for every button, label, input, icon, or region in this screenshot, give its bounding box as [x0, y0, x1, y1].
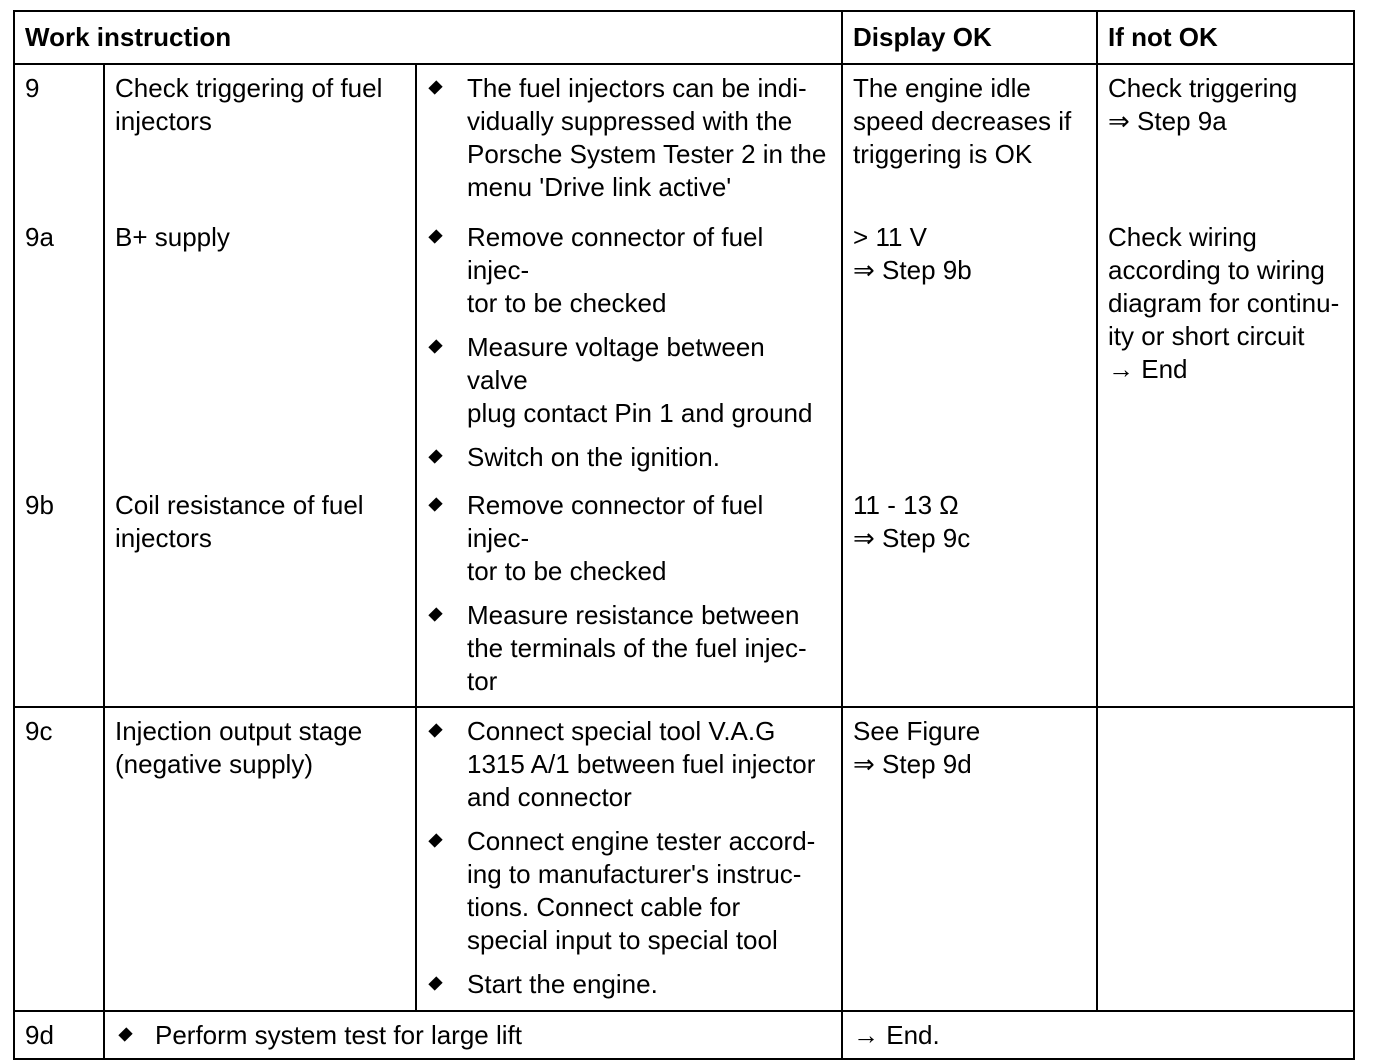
- step-title-line: B+ supply: [115, 222, 230, 252]
- display-ok-line: > 11 V: [853, 222, 927, 252]
- display-ok-cell: [842, 482, 1097, 707]
- instruction-line: Remove connector of fuel injec-: [467, 222, 764, 285]
- instruction-item: [427, 72, 832, 204]
- table-row-step-9: [14, 64, 1354, 214]
- display-ok-cell: [842, 707, 1097, 1011]
- if-not-ok-line: diagram for continu-: [1108, 288, 1340, 318]
- instruction-line: Start the engine.: [467, 969, 658, 999]
- if-not-ok-line: Check wiring: [1108, 222, 1257, 252]
- bullet-diamond-icon: [428, 80, 442, 94]
- step-instructions: [416, 707, 842, 1011]
- step-title: [104, 707, 416, 1011]
- bullet-diamond-icon: [428, 449, 442, 463]
- step-title-line: injectors: [115, 523, 212, 553]
- if-not-ok-line: ity or short circuit: [1108, 321, 1305, 351]
- step-instructions: [416, 482, 842, 707]
- display-ok-line: ⇒ Step 9b: [853, 255, 972, 285]
- if-not-ok-cell: [1097, 482, 1354, 707]
- bullet-diamond-icon: [428, 339, 442, 353]
- instruction-item: [427, 825, 832, 957]
- step-number: 9c: [14, 707, 104, 1011]
- display-ok-line: ⇒ Step 9c: [853, 523, 971, 553]
- display-ok-line: See Figure: [853, 716, 981, 746]
- display-ok-cell: [842, 64, 1097, 214]
- instruction-item: [427, 489, 832, 588]
- step-title-line: (negative supply): [115, 749, 313, 779]
- instruction-line: vidually suppressed with the: [467, 106, 793, 136]
- display-ok-line: triggering is OK: [853, 139, 1033, 169]
- step-title-line: Injection output stage: [115, 716, 363, 746]
- instruction-item: [427, 599, 832, 698]
- header-if-not-ok: If not OK: [1097, 11, 1354, 64]
- bullet-diamond-icon: [428, 723, 442, 737]
- step-number: 9b: [14, 482, 104, 707]
- step-instructions: [104, 1011, 842, 1059]
- bullet-diamond-icon: [118, 1027, 132, 1041]
- display-ok-line: 11 - 13 Ω: [853, 490, 959, 520]
- header-work-instruction: Work instruction: [14, 11, 842, 64]
- instruction-line: and connector: [467, 782, 632, 812]
- display-ok-cell: [842, 214, 1097, 482]
- if-not-ok-line: ⇒ Step 9a: [1108, 106, 1227, 136]
- bullet-diamond-icon: [428, 833, 442, 847]
- step-title-line: Coil resistance of fuel: [115, 490, 364, 520]
- display-ok-cell: → End.: [842, 1011, 1354, 1059]
- instruction-line: Connect special tool V.A.G: [467, 716, 776, 746]
- step-title: [104, 214, 416, 482]
- instruction-line: Measure voltage between valve: [467, 332, 765, 395]
- if-not-ok-line: according to wiring: [1108, 255, 1325, 285]
- instruction-line: the terminals of the fuel injec-: [467, 633, 807, 663]
- instruction-line: menu 'Drive link active': [467, 172, 732, 202]
- instruction-line: Switch on the ignition.: [467, 442, 720, 472]
- header-display-ok: Display OK: [842, 11, 1097, 64]
- header-row: [14, 11, 1354, 64]
- instruction-line: tions. Connect cable for: [467, 892, 741, 922]
- bullet-diamond-icon: [428, 607, 442, 621]
- step-title: [104, 64, 416, 214]
- display-ok-line: The engine idle: [853, 73, 1031, 103]
- if-not-ok-cell: [1097, 64, 1354, 214]
- work-instruction-table: [13, 10, 1355, 1060]
- table-row-step-9b: [14, 482, 1354, 707]
- instruction-line: tor to be checked: [467, 556, 667, 586]
- if-not-ok-line: Check triggering: [1108, 73, 1298, 103]
- if-not-ok-line: → End: [1108, 354, 1188, 384]
- instruction-item: [427, 715, 832, 814]
- step-title-line: injectors: [115, 106, 212, 136]
- step-title-line: Check triggering of fuel: [115, 73, 383, 103]
- step-number: 9: [14, 64, 104, 214]
- instruction-line: Perform system test for large lift: [155, 1020, 522, 1050]
- step-number: 9d: [14, 1011, 104, 1059]
- step-title: [104, 482, 416, 707]
- step-number: 9a: [14, 214, 104, 482]
- instruction-line: Connect engine tester accord-: [467, 826, 816, 856]
- instruction-line: special input to special tool: [467, 925, 778, 955]
- table-row-step-9d: [14, 1011, 1354, 1059]
- bullet-diamond-icon: [428, 976, 442, 990]
- instruction-item: [427, 441, 832, 474]
- instruction-item: [427, 221, 832, 320]
- instruction-line: plug contact Pin 1 and ground: [467, 398, 813, 428]
- instruction-item: [427, 968, 832, 1001]
- instruction-item: [115, 1019, 832, 1052]
- instruction-item: [427, 331, 832, 430]
- instruction-line: tor: [467, 666, 498, 696]
- display-ok-line: ⇒ Step 9d: [853, 749, 972, 779]
- instruction-line: Porsche System Tester 2 in the: [467, 139, 827, 169]
- if-not-ok-cell: [1097, 214, 1354, 482]
- if-not-ok-cell: [1097, 707, 1354, 1011]
- instruction-line: Measure resistance between: [467, 600, 800, 630]
- instruction-line: tor to be checked: [467, 288, 667, 318]
- bullet-diamond-icon: [428, 497, 442, 511]
- table-row-step-9c: [14, 707, 1354, 1011]
- step-instructions: [416, 214, 842, 482]
- instruction-line: Remove connector of fuel injec-: [467, 490, 764, 553]
- instruction-line: ing to manufacturer's instruc-: [467, 859, 802, 889]
- table-row-step-9a: [14, 214, 1354, 482]
- instruction-line: The fuel injectors can be indi-: [467, 73, 807, 103]
- display-ok-line: speed decreases if: [853, 106, 1072, 136]
- step-instructions: [416, 64, 842, 214]
- bullet-diamond-icon: [428, 229, 442, 243]
- instruction-line: 1315 A/1 between fuel injector: [467, 749, 816, 779]
